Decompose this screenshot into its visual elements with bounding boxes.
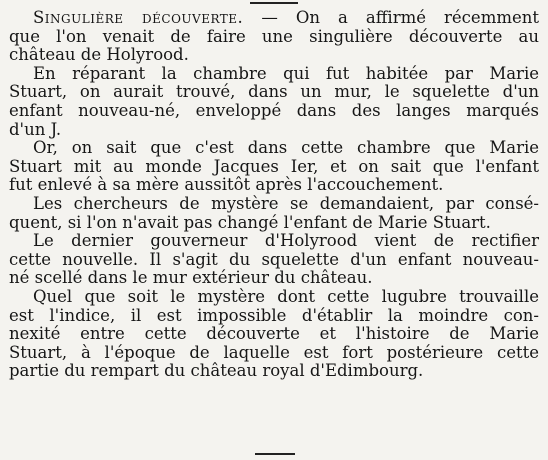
article-body <box>9 9 539 381</box>
paragraph-1 <box>9 9 539 65</box>
paragraph-line: — On a affirmé récemment <box>243 8 540 27</box>
paragraph-line: château de Holyrood. <box>9 45 189 65</box>
paragraph-line: est l'indice, il est impossible d'établir la moindre con- <box>9 305 539 325</box>
paragraph-line: que l'on venait de faire une singulière découverte au <box>9 26 539 46</box>
paragraph-5 <box>9 232 539 288</box>
paragraph-line: cette nouvelle. Il s'agit du squelette d'un enfant nouveau- <box>9 249 539 269</box>
bottom-separator-rule <box>255 453 295 455</box>
paragraph-line: Or, on sait que c'est dans cette chambre que Marie <box>33 138 539 158</box>
top-separator-rule <box>250 2 298 4</box>
paragraph-2 <box>9 65 539 139</box>
paragraph-4 <box>9 195 539 232</box>
paragraph-line: Stuart mit au monde Jacques Ier, et on sait que l'enfant <box>9 156 539 176</box>
article-title: Singulière découverte. <box>33 8 244 27</box>
paragraph-line: enfant nouveau-né, enveloppé dans des langes marqués <box>9 100 539 120</box>
paragraph-3 <box>9 139 539 195</box>
paragraph-line: nexité entre cette découverte et l'histoire de Marie <box>9 324 539 344</box>
paragraph-line: Stuart, à l'époque de laquelle est fort postérieure cette <box>9 342 539 362</box>
paragraph-line: Les chercheurs de mystère se demandaient, par consé- <box>33 193 539 213</box>
paragraph-line: Quel que soit le mystère dont cette lugubre trouvaille <box>33 286 539 306</box>
paragraph-line: partie du rempart du château royal d'Edimbourg. <box>9 361 424 381</box>
paragraph-line: fut enlevé à sa mère aussitôt après l'accouchement. <box>9 175 444 195</box>
paragraph-line: d'un J. <box>9 119 62 139</box>
paragraph-6 <box>9 288 539 381</box>
paragraph-line: En réparant la chambre qui fut habitée par Marie <box>33 63 539 83</box>
paragraph-line: Le dernier gouverneur d'Holyrood vient de rectifier <box>33 231 539 251</box>
article-first-line <box>9 9 539 28</box>
paragraph-line: Stuart, on aurait trouvé, dans un mur, le squelette d'un <box>9 82 539 102</box>
paragraph-line: né scellé dans le mur extérieur du château. <box>9 268 373 288</box>
paragraph-line: quent, si l'on n'avait pas changé l'enfant de Marie Stuart. <box>9 212 491 232</box>
